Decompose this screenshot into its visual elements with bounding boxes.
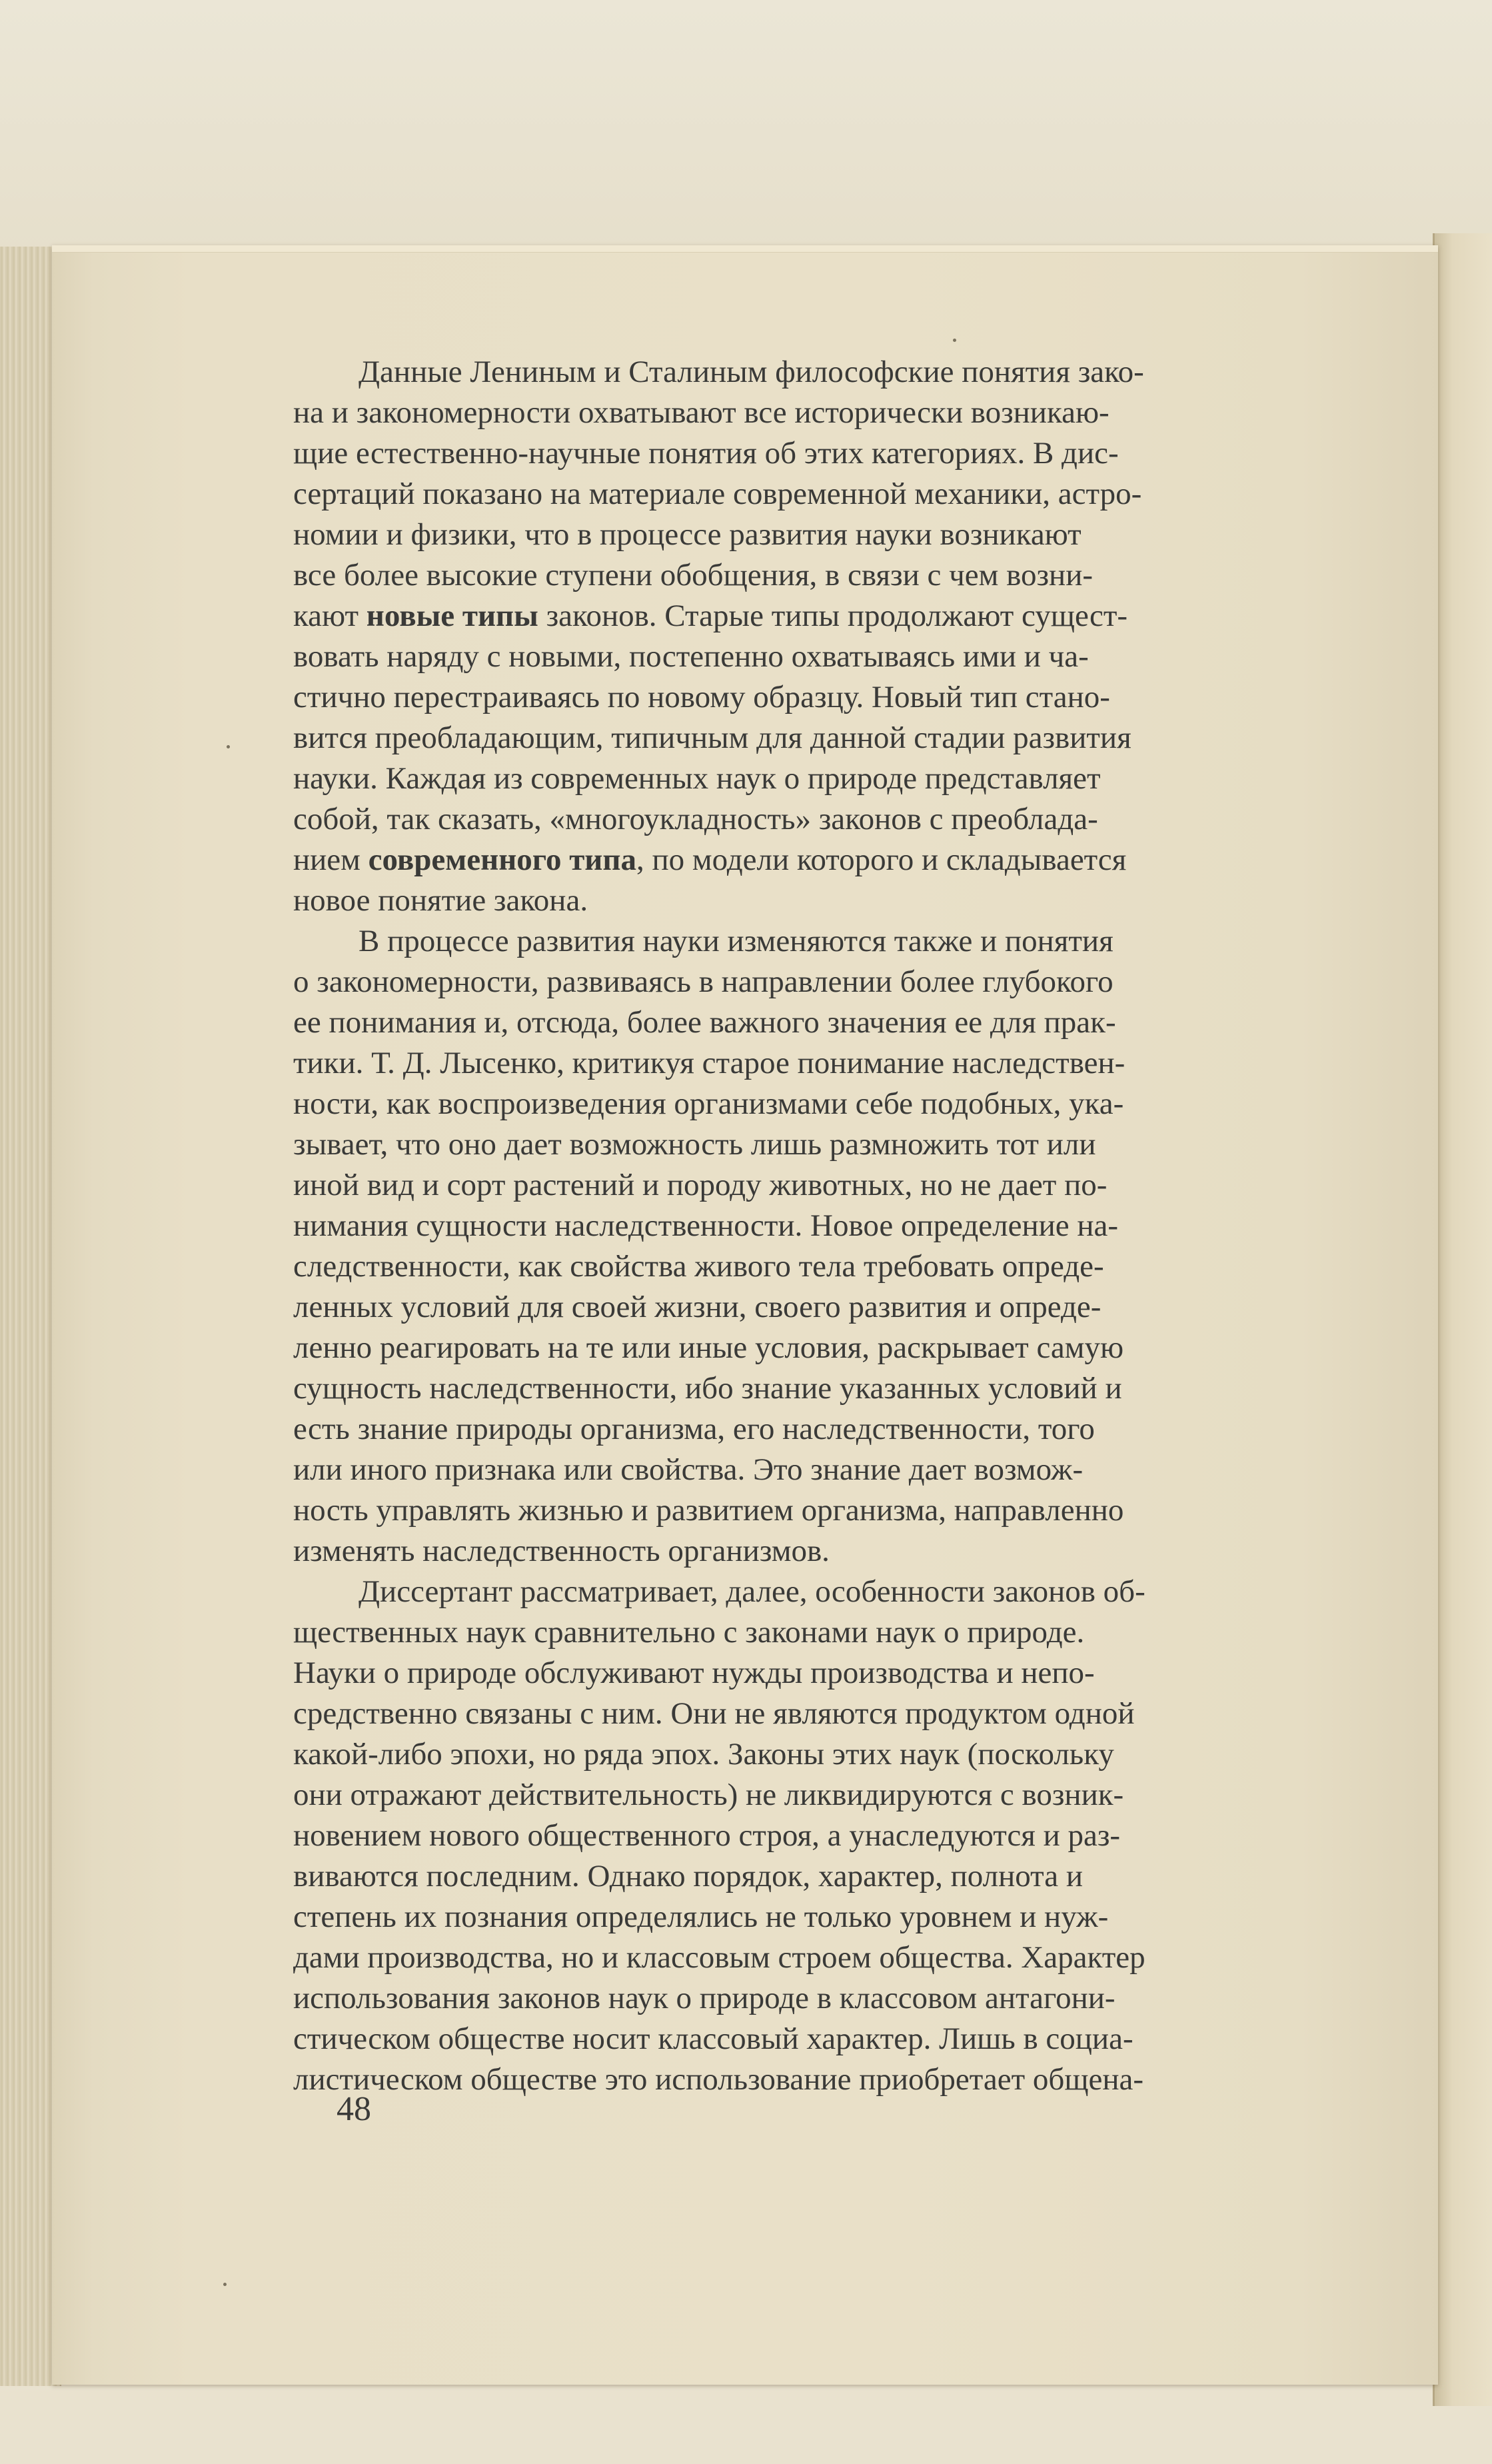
text-line: стическом обществе носит классовый характер. Лишь в социа- xyxy=(293,2021,1133,2056)
bold-phrase: новые типы xyxy=(366,599,538,633)
text-line: вится преобладающим, типичным для данной стадии развития xyxy=(293,720,1131,755)
text-line: ее понимания и, отсюда, более важного значения ее для прак- xyxy=(293,1005,1116,1040)
text-line: ности, как воспроизведения организмами себе подобных, ука- xyxy=(293,1086,1124,1121)
text-line: какой-либо эпохи, но ряда эпох. Законы этих наук (поскольку xyxy=(293,1737,1114,1772)
text-line: вовать наряду с новыми, постепенно охватываясь ими и ча- xyxy=(293,639,1089,674)
text-line: есть знание природы организма, его наследственности, того xyxy=(293,1412,1095,1446)
text-line: виваются последним. Однако порядок, характер, полнота и xyxy=(293,1859,1084,1893)
background-above-book xyxy=(0,0,1492,253)
text-line: зывает, что оно дает возможность лишь размножить тот или xyxy=(293,1127,1096,1162)
ink-speck xyxy=(227,745,230,748)
text-line: ленно реагировать на те или иные условия, раскрывает самую xyxy=(293,1330,1124,1365)
text-line: ность управлять жизнью и развитием организма, направленно xyxy=(293,1493,1124,1528)
text-line: следственности, как свойства живого тела требовать опреде- xyxy=(293,1249,1104,1284)
text-line: они отражают действительность) не ликвидируются с возник- xyxy=(293,1778,1124,1812)
text-line: номии и физики, что в процессе развития науки возникают xyxy=(293,517,1082,552)
text-line: степень их познания определялись не только уровнем и нуж- xyxy=(293,1899,1109,1934)
text-line: нием современного типа, по модели которого и складывается xyxy=(293,842,1127,877)
ink-speck xyxy=(953,339,956,342)
text-line: или иного признака или свойства. Это знание дает возмож- xyxy=(293,1452,1084,1487)
text-line: листическом обществе это использование приобретает общена- xyxy=(293,2062,1144,2097)
text-line: новением нового общественного строя, а унаследуются и раз- xyxy=(293,1818,1121,1853)
text-line: дами производства, но и классовым строем общества. Характер xyxy=(293,1940,1145,1975)
text-line: В процессе развития науки изменяются также и понятия xyxy=(359,924,1114,958)
bold-phrase: современного типа xyxy=(368,842,636,877)
text-line: на и закономерности охватывают все исторически возникаю- xyxy=(293,395,1110,430)
text-line: о закономерности, развиваясь в направлении более глубокого xyxy=(293,964,1114,999)
text-line: тики. Т. Д. Лысенко, критикуя старое понимание наследствен- xyxy=(293,1046,1125,1080)
text-line: иной вид и сорт растений и породу животных, но не дает по- xyxy=(293,1168,1108,1202)
text-line: средственно связаны с ним. Они не являются продуктом одной xyxy=(293,1696,1135,1731)
text-line: кают новые типы законов. Старые типы продолжают сущест- xyxy=(293,599,1128,633)
text-line: нимания сущности наследственности. Новое определение на- xyxy=(293,1208,1119,1243)
text-line: сущность наследственности, ибо знание указанных условий и xyxy=(293,1371,1122,1406)
text-line: стично перестраиваясь по новому образцу. Новый тип стано- xyxy=(293,680,1110,714)
text-line: использования законов наук о природе в классовом антагони- xyxy=(293,1981,1116,2015)
ink-speck xyxy=(223,2283,227,2286)
text-line: новое понятие закона. xyxy=(293,883,588,918)
text-line: щественных наук сравнительно с законами наук о природе. xyxy=(293,1615,1085,1650)
text-line: сертаций показано на материале современной механики, астро- xyxy=(293,477,1142,511)
text-line: Данные Лениным и Сталиным философские понятия зако- xyxy=(359,355,1144,389)
text-line: ленных условий для своей жизни, своего развития и опреде- xyxy=(293,1290,1102,1324)
text-line: собой, так сказать, «многоукладность» законов с преоблада- xyxy=(293,802,1098,836)
text-line: науки. Каждая из современных наук о природе представляет xyxy=(293,761,1101,796)
body-text xyxy=(293,352,1396,2100)
page-number: 48 xyxy=(337,2090,371,2128)
text-line: Науки о природе обслуживают нужды производства и непо- xyxy=(293,1656,1095,1690)
text-line: щие естественно-научные понятия об этих категориях. В дис- xyxy=(293,436,1119,471)
text-line: все более высокие ступени обобщения, в связи с чем возни- xyxy=(293,558,1094,593)
page-top-edge xyxy=(52,245,1438,253)
facing-page-edge xyxy=(1433,233,1492,2406)
text-line: Диссертант рассматривает, далее, особенности законов об- xyxy=(359,1574,1145,1609)
text-line: изменять наследственность организмов. xyxy=(293,1534,830,1568)
